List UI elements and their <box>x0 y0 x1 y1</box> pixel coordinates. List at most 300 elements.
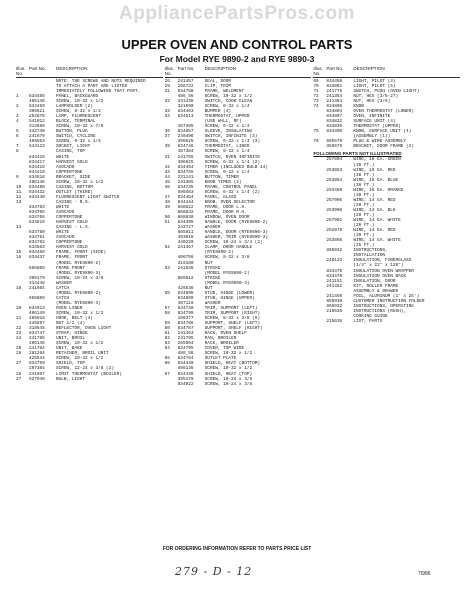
part-number: 834835 <box>326 124 343 130</box>
part-description: (MODEL RYE9890-2) <box>204 270 250 276</box>
part-number: 834456 <box>29 93 45 99</box>
part-description: NUT 1/2 (4) <box>56 321 85 327</box>
illus-number: 25 <box>16 346 22 352</box>
parts-columns <box>16 66 462 387</box>
part-description: THERMOSTAT (UPPER) <box>353 124 401 130</box>
part-description: COPPERTONE <box>56 169 83 175</box>
parts-column <box>16 66 165 387</box>
part-number: 834444 <box>177 199 194 205</box>
part-description: SEAL, DOOR <box>204 78 232 84</box>
part-description: OUTLET (THIRD) <box>56 189 93 195</box>
illus-number: 65 <box>164 356 170 362</box>
part-number: 834583 <box>29 245 45 251</box>
part-description: FRAME, CONTROL PANEL <box>204 184 258 190</box>
illus-number: 43 <box>164 169 170 175</box>
part-description: WIRE, 16 GA. BLUE <box>353 177 399 183</box>
part-number: 231141 <box>177 174 194 180</box>
part-description: TRIM, SUPPORT (RIGHT) <box>204 310 261 316</box>
part-description: SCREW, 8-32 x 1/2 <box>56 109 101 115</box>
part-number: 865930 <box>326 298 343 304</box>
part-number: 241365 <box>177 179 194 185</box>
illus-number: 24 <box>16 336 22 342</box>
part-number: 865811 <box>177 230 194 236</box>
illus-number: 72 <box>313 93 319 99</box>
part-description: LIST, PARTS <box>353 318 383 324</box>
part-description: SCREW, 10-32 x 1/2 <box>204 93 253 99</box>
part-description: (MODEL RYE9890-3) <box>204 280 250 286</box>
part-number: 406149 <box>29 310 45 316</box>
part-description: HARVEST GOLD <box>56 220 88 226</box>
part-number: 834454 <box>177 194 194 200</box>
part-number: 319180 <box>177 260 194 266</box>
part-number: 865809 <box>29 265 45 271</box>
illus-number: 51 <box>164 220 170 226</box>
part-number: 868822 <box>177 204 194 210</box>
part-description: (USE WALL, RF) <box>204 119 242 125</box>
part-number: 834747 <box>29 331 45 337</box>
part-number: 834857 <box>177 129 194 135</box>
part-no-header: Part No. <box>326 66 344 71</box>
part-description: SCREW, 8-32 x 3/8 <box>204 255 250 261</box>
part-description: WHITE <box>56 204 70 210</box>
part-number: 834406 <box>326 129 343 135</box>
part-description: BUMPER (4) <box>204 109 232 115</box>
illus-number: 27 <box>16 376 22 382</box>
part-number: 834781 <box>29 235 45 241</box>
part-description: SCREW, 6-32 x 1/4 (2) <box>204 189 261 195</box>
illus-number: 75 <box>313 129 319 135</box>
part-description: OVEN, INFINITE <box>353 114 391 120</box>
part-description: SCREW, 10-32 x 1/2 <box>56 310 104 316</box>
part-number: 252870 <box>29 114 45 120</box>
part-number: 834022 <box>177 381 194 387</box>
description-header: DESCRIPTION <box>204 66 237 71</box>
part-number: 834459 <box>29 104 45 110</box>
part-number: 834807 <box>326 114 343 120</box>
part-description: FRAME FRONT <box>56 265 85 271</box>
part-description: NUT, HEX (3/8-27) <box>353 93 399 99</box>
part-number: 868832 <box>177 210 194 216</box>
part-number: 834440 <box>29 194 45 200</box>
part-description: RACK, OVEN SHELF <box>204 331 247 337</box>
part-number: 281264 <box>29 351 45 357</box>
part-description: (38 FT.) <box>353 182 375 188</box>
part-description: RETAINER, BROIL UNIT <box>56 351 109 357</box>
part-description: INSTRUCTIONS, <box>353 248 388 254</box>
part-description: FOIL, ALUMINUM (1" x 25') <box>353 293 420 299</box>
part-number: 834440 <box>177 361 194 367</box>
part-number: 253499 <box>326 187 343 193</box>
part-description: (38 FT.) <box>353 172 375 178</box>
illus-number: 46 <box>164 184 170 190</box>
illus-number: 7 <box>16 144 19 150</box>
part-description: SWITCH, COOK CLEAN <box>204 99 253 104</box>
illus-number <box>313 319 326 324</box>
part-number: 834416 <box>29 154 45 160</box>
part-description: WIRE, 16 GA. RED <box>353 167 396 173</box>
part-number: 406146 <box>29 179 45 185</box>
description-header: DESCRIPTION <box>56 66 88 71</box>
part-number: 331438 <box>177 99 194 104</box>
illus-number: 12 <box>16 194 22 200</box>
part-number: 865932 <box>326 303 343 309</box>
part-number: 496625 <box>177 139 194 145</box>
part-description: BRACKET, SIDE <box>56 174 91 180</box>
part-number: 834432 <box>29 189 45 195</box>
part-number: 241450 <box>326 293 343 299</box>
part-description: OUTLET PLATE <box>204 356 237 362</box>
part-number: 253863 <box>326 167 343 173</box>
part-description: FRAME, FRONT (SIDE) <box>56 250 107 256</box>
parts-column <box>313 66 462 387</box>
page-title: UPPER OVEN AND CONTROL PARTS <box>121 37 353 52</box>
part-description: WIRE, 14 GA. WHITE <box>353 218 401 224</box>
part-number: 241984 <box>29 285 45 291</box>
part-description: RACK, BROILER <box>204 341 239 347</box>
part-description: FLUORESCENT LIGHT SWITCH <box>56 194 120 200</box>
part-description: WIRE, 14 GA. RED <box>353 228 396 234</box>
part-description: SCREW, 10-32 x 1/2 <box>204 366 253 372</box>
part-description: FRAME, DOOR L.H. <box>204 204 247 210</box>
part-description: SCREW, 10-32 x 1/2 <box>56 341 104 347</box>
part-description: (20 FT.) <box>353 223 375 229</box>
illus-number: 39 <box>164 144 170 150</box>
part-description: (20 FT.) <box>353 233 375 239</box>
part-number: 241364 <box>326 99 343 104</box>
part-number: 834419 <box>29 169 45 175</box>
illus-number: 8 <box>16 149 19 155</box>
illus-no-header: Illus. No. <box>16 66 26 77</box>
part-number: 834780 <box>29 230 45 236</box>
part-number: 241354 <box>326 93 343 99</box>
part-description: CASING, BOTTOM <box>56 184 93 190</box>
part-number: 834735 <box>177 184 194 190</box>
part-description: INSTRUCTIONS (RUSH), <box>353 308 407 314</box>
part-description: LIGHT, PILOT (3) <box>353 78 396 84</box>
part-description: HARVEST GOLD <box>56 245 88 251</box>
part-number: 321590 <box>177 104 194 110</box>
part-description: PAN, BROILER <box>204 336 237 342</box>
illus-number: 52 <box>164 245 170 251</box>
part-number: 527949 <box>29 376 45 382</box>
part-number: 241755 <box>177 154 194 160</box>
part-description: COOKING GUIDE <box>353 313 388 319</box>
part-number: 496563 <box>29 139 45 145</box>
part-description: SCREW, 10-32 x 1/2 <box>56 99 104 104</box>
part-description: REFLECTOR, OVEN LIGHT <box>56 326 112 332</box>
part-description: (RYE9890-2) <box>204 250 234 256</box>
part-description: CLIP, TRIM <box>204 83 232 89</box>
illus-number: 16 <box>16 255 22 261</box>
part-number: 358679 <box>326 144 343 150</box>
part-number: 253898 <box>326 238 343 244</box>
part-number: 834805 <box>326 104 343 110</box>
part-description: CASING - L.S. <box>56 225 91 231</box>
illus-number: 14 <box>16 225 22 231</box>
illus-number: 48 <box>164 199 170 205</box>
part-number: 834896 <box>177 290 194 296</box>
part-number: 834464 <box>177 164 194 170</box>
part-description: (MODEL RYE9890-2) <box>56 260 101 266</box>
part-description: SCREW, 8-32 x 3/8 (6) <box>204 316 261 322</box>
illus-number: 47 <box>164 194 170 200</box>
part-number: 493016 <box>177 235 194 241</box>
part-description: SHIELD, HEAT (BOTTOM) <box>204 361 261 367</box>
part-description: AVOCADO <box>56 235 75 241</box>
illus-number: 6 <box>16 134 19 140</box>
illus-number: 10 <box>16 184 22 190</box>
part-number: 257905 <box>326 197 343 203</box>
part-description: SWITCH, CYCLING <box>56 134 96 140</box>
part-number: 241679 <box>29 134 45 140</box>
part-description: INSTRUCTIONS, OPERATING <box>353 303 414 309</box>
part-description: SCREW, 10-32 x 1/2 <box>56 356 104 362</box>
illus-number: 34 <box>164 114 170 120</box>
part-description: FRAME, FRONT <box>56 255 88 261</box>
handwritten-note: 279 - D - 12 <box>175 565 253 578</box>
part-number: 834832 <box>326 119 343 125</box>
part-number: 241457 <box>177 78 194 84</box>
part-number: 834470 <box>326 273 343 279</box>
part-number: 834795 <box>177 346 194 352</box>
illus-number: 4 <box>16 119 19 125</box>
part-number: 834458 <box>326 78 343 84</box>
illus-number: 66 <box>164 361 170 367</box>
part-description: SWITCH, OVEN INFINITE <box>204 154 261 160</box>
part-number: 834463 <box>177 109 194 115</box>
part-description: SWITCH, PUSH (OVEN LIGHT) <box>353 88 420 94</box>
illus-number <box>313 144 326 149</box>
part-description: BRACKET, DOOR FRAME (2) <box>353 144 414 150</box>
part-description: WHITE <box>56 154 70 160</box>
part-number: 406146 <box>29 99 45 104</box>
part-number: 241467 <box>177 245 194 251</box>
part-number: 496625 <box>177 159 194 165</box>
part-description: SCREW, 10-24 x 3/4 (2) <box>204 240 263 246</box>
part-description: INSULATION, DOOR <box>353 278 396 284</box>
illus-number: 28 <box>16 371 22 377</box>
part-number: 407119 <box>177 300 194 306</box>
part-description: LIGHT, PILOT (5) <box>353 83 396 89</box>
part-row <box>165 382 312 387</box>
part-description: KNOB, SURFACE UNIT (4) <box>353 129 412 135</box>
part-description: KNOB <box>353 104 364 110</box>
part-description: ASSEMBLY & DRAWER <box>353 288 399 294</box>
document-code: 7I986 <box>418 571 431 577</box>
part-number: 486_56 <box>177 93 194 99</box>
part-number: 487384 <box>177 149 194 155</box>
part-description: SCREW, 6-32 x 1/4 <box>204 124 250 130</box>
part-number: 215636 <box>326 308 343 314</box>
part-description: CUSTOMER INSTRUCTION FOLDER <box>353 298 425 304</box>
part-number: 834418 <box>29 164 45 170</box>
illus-number <box>165 382 178 387</box>
part-description: NUT, HEX (3/8) <box>353 99 391 104</box>
illus-number: 71 <box>313 88 319 94</box>
part-number: 834763 <box>29 204 45 210</box>
illus-number: 18 <box>16 285 22 291</box>
part-description: HARVEST GOLD <box>56 159 88 165</box>
part-number: 834804 <box>326 109 343 115</box>
illus-number: 27 <box>16 361 22 367</box>
section-heading: FOLLOWING PARTS NOT ILLUSTRATED <box>313 151 402 157</box>
part-description: SHIELD, TOP <box>56 361 85 367</box>
part-description: FRAME, WELDMENT <box>204 88 245 94</box>
part-description: SCREW, 10-32 x 1/2 <box>56 179 104 185</box>
part-number: 241776 <box>326 88 343 94</box>
part-number: 834740 <box>177 305 194 311</box>
part-number: 314448 <box>29 280 45 286</box>
illus-number: 5 <box>16 129 19 135</box>
part-number: 166377 <box>177 316 194 322</box>
illus-number: 76 <box>313 139 319 145</box>
part-description: SCREW, 6-32 x 1/4 <box>204 104 250 110</box>
part-description: NUT <box>204 285 213 291</box>
part-description: BLOCK, TERMINAL <box>56 119 96 125</box>
part-description: COVER, TOP WIRE <box>204 346 245 352</box>
illus-number: 45 <box>164 179 170 185</box>
illus-number: 32 <box>164 99 170 104</box>
part-description: CATCH <box>56 295 70 301</box>
part-number: 253906 <box>326 207 343 213</box>
column-header <box>16 66 163 78</box>
illus-number: 9 <box>16 174 19 180</box>
illus-number: 29 <box>164 83 170 89</box>
part-description: (ASSEMBLY (1)) <box>353 134 391 140</box>
part-description: NUT <box>204 260 213 266</box>
model-subtitle: For Model RYE 9890-2 and RYE 9890-3 <box>159 54 315 64</box>
part-number: 395179 <box>29 275 45 281</box>
part-number: 834516 <box>29 174 45 180</box>
part-description: SWITCH, INFINITE (3) <box>204 134 258 140</box>
part-number: 241987 <box>29 371 45 377</box>
part-description: SCREW, 10-32 x 7/8 <box>56 124 104 130</box>
illus-number: 63 <box>164 341 170 347</box>
part-description: (MODEL RYE9890-3) <box>56 270 101 276</box>
part-number: 834913 <box>29 305 45 311</box>
part-description: SOCKET, LIGHT <box>56 144 91 150</box>
illus-number: 11 <box>16 189 22 195</box>
illus-number: 26 <box>16 351 22 357</box>
part-number: 406756 <box>177 255 194 261</box>
part-number: 265918 <box>29 316 45 322</box>
part-description: CASING, TOP <box>56 149 85 155</box>
part-description: (20 FT.) <box>353 212 375 218</box>
column-header <box>313 66 460 78</box>
part-description: (1/4" x 22" x 120") <box>353 263 404 269</box>
part-description: (MODEL RYE9890-2) <box>56 290 101 296</box>
part-description: (38 FT.) <box>353 162 375 168</box>
illus-number: 74 <box>313 104 319 110</box>
part-description: STRIKE <box>204 265 221 271</box>
part-description: SURFACE UNIT (4) <box>353 119 396 125</box>
part-number: 834470 <box>326 268 343 274</box>
part-number: 834784 <box>177 356 194 362</box>
part-description: INSTALLATION <box>353 253 385 259</box>
part-description: HANDLE, DOOR (RYE9890-3) <box>204 230 268 236</box>
part-number: 241784 <box>29 346 45 352</box>
part-description: UNIT, BROIL <box>56 336 85 342</box>
part-number: 440220 <box>177 240 194 246</box>
part-number: 834899 <box>177 295 194 301</box>
part-number: 599483 <box>177 189 194 195</box>
part-number: 865579 <box>326 139 343 145</box>
part-number: 257804 <box>326 157 343 163</box>
illus-number: 62 <box>164 336 170 342</box>
part-number: 834417 <box>29 159 45 165</box>
part-description: INSULATION OVEN BACK <box>353 273 407 279</box>
part-description: SCREW, 6-32 x 1/4 <box>204 169 250 175</box>
part-number: 256722 <box>177 83 194 89</box>
part-description: THERMOSTAT, LINER <box>204 144 250 150</box>
part-number: 834782 <box>29 240 45 246</box>
part-description: WASHER, TRIM (RYE9890-3) <box>204 235 268 241</box>
part-number: 834456 <box>29 250 45 256</box>
part-number: 265964 <box>177 341 194 347</box>
part-number: 241463 <box>177 331 194 337</box>
part-description: CATCH <box>56 285 70 291</box>
part-description: SLEEVE, INSULATING <box>204 129 253 135</box>
illus-number: 59 <box>164 321 170 327</box>
part-description: STUD, HINGE (UPPER) <box>204 295 255 301</box>
part-number: 425534 <box>29 356 45 362</box>
illus-number: 53 <box>164 265 170 271</box>
illus-number: 55 <box>164 290 170 296</box>
part-description: WASHER <box>204 300 221 306</box>
part-description: TRIM, SUPPORT (LEFT) <box>204 305 258 311</box>
part-no-header: Part No. <box>29 66 46 71</box>
part-number: 240496 <box>177 134 194 140</box>
part-description: SCREW, 12-24 x 3/8 (2) <box>56 366 114 372</box>
part-description: KIT, ROLLER FRAME <box>353 283 399 289</box>
part-description: KNOB, OVEN SELECTOR <box>204 199 255 205</box>
illus-number: 3 <box>16 114 19 120</box>
illus-number: 26 <box>164 78 170 84</box>
illus-number: 31 <box>164 88 170 94</box>
part-description: PANEL, GLASS <box>204 194 237 200</box>
parts-column <box>165 66 314 387</box>
part-description: (20 FT.) <box>353 202 375 208</box>
part-number: 834746 <box>177 144 194 150</box>
part-description: INSULATION OVEN WRAPPER <box>353 268 414 274</box>
part-number: 342740 <box>29 129 45 135</box>
illus-number: 69 <box>313 78 319 84</box>
part-description: COPPERTONE <box>56 215 83 221</box>
part-description: BULB, LIGHT <box>56 376 85 382</box>
illus-number: 57 <box>164 305 170 311</box>
part-number: 486_56 <box>177 351 194 357</box>
part-number: 834755 <box>177 169 194 175</box>
part-number: 543123 <box>29 144 45 150</box>
part-number: 834788 <box>177 88 194 94</box>
part-description: SCREW, 10-24 x 3/8 <box>204 376 253 382</box>
illus-number: 33 <box>164 109 170 115</box>
part-description: STUD, HINGE (LOWER) <box>204 290 255 296</box>
illus-number: 20 <box>16 305 22 311</box>
part-description: FRAME, DOOR R.H. <box>204 210 247 216</box>
part-description: SCREW, 6-32 x 1/4 (2) <box>204 159 261 165</box>
part-description: BUTTON, TIMER <box>204 174 239 180</box>
illus-number: 1 <box>16 93 19 99</box>
part-description: SHIELD, HEAT (TOP) <box>204 371 253 377</box>
part-number: 395179 <box>177 376 194 382</box>
illus-number: 50 <box>164 215 170 221</box>
part-description: (38 FT.) <box>353 192 375 198</box>
illus-number: 21 <box>16 316 22 322</box>
illus-number: 70 <box>313 83 319 89</box>
part-description: LAMPHOLDER (2) <box>56 104 93 110</box>
ordering-note: FOR ORDERING INFORMATION REFER TO PARTS PRICE LIST <box>162 546 312 552</box>
